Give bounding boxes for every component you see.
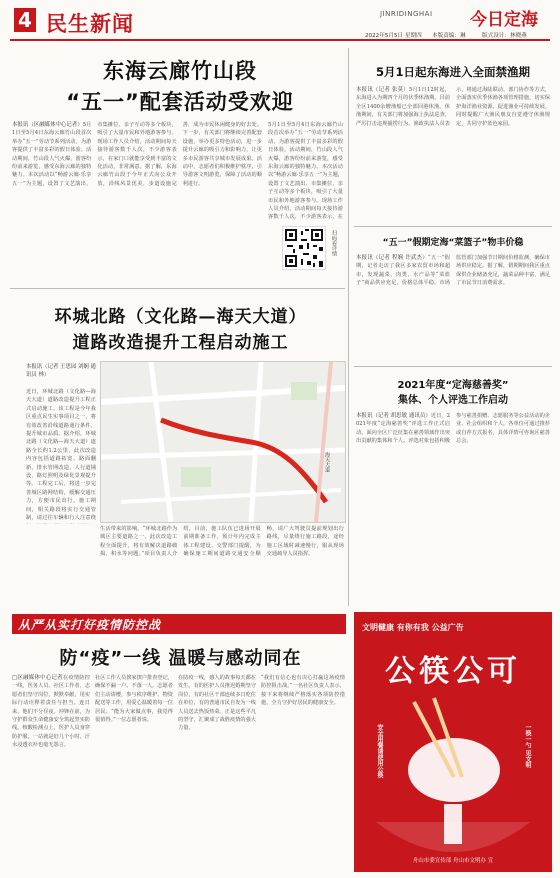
date-line: 2022年5月5日 星期四 xyxy=(365,33,422,39)
qr-code[interactable] xyxy=(282,226,326,270)
story1-divider xyxy=(10,288,345,289)
brand-logo: 今日定海 xyxy=(470,10,538,30)
map-label-haitian: 海天大道 xyxy=(324,452,330,472)
story5-title-line1: 2021年度“定海慈善奖” xyxy=(397,380,509,391)
story3-text: 5月1日12时起，东海进入为期四个月的伏季休渔期。目前全区1400余艘渔船已全部回港休渔。休渔期间，有关部门将加强海上执法巡查，严厉打击违规捕捞行为。渔政执法人员表示，将通过海陆联动、部门协作等方式，全面落实伏季休渔各项管理措施，切实保护海洋渔业资源，促进渔业可持续发展。同时提醒广大渔民朋友自觉遵守休渔规定，共同守护蓝色家园。 xyxy=(356,87,550,127)
ad-slogan-left: 安全用餐请使用公筷 xyxy=(376,724,383,778)
story6-col1 xyxy=(12,674,90,872)
story5-text: 近日，2021年度“定海慈善奖”评选工作正式启动，面向全区广泛征集在慈善领域作出突出贡献的集体和个人。评选对象包括积极参与慈善捐赠、志愿服务等公益活动的企业、社会组织和个人。各单位可通过推荐或自荐方式报名，具体详情可咨询区慈善总会。 xyxy=(356,413,550,445)
story5-body xyxy=(356,412,550,606)
story1-title-line1: 东海云廊竹山段 xyxy=(103,59,257,83)
story3-byline: 本报讯（记者 张莫） xyxy=(356,87,409,93)
story4-title: “五一”假期定海“菜篮子”物丰价稳 xyxy=(382,238,524,248)
section-title: 民生新闻 xyxy=(46,12,134,36)
page-number: 4 xyxy=(18,8,32,32)
story5-byline: 本报讯（记者 胡思敏 通讯员） xyxy=(356,413,431,419)
qr-caption: 扫码看详情 xyxy=(331,230,337,256)
story1-byline: 本报讯（区融媒体中心记者） xyxy=(12,122,83,128)
road-map-graphic xyxy=(101,362,345,522)
story3-body xyxy=(356,86,550,221)
ad-footer: 舟山市委宣传部 舟山市文明办 宣 xyxy=(412,858,494,864)
story1-text-cont: 5月1日至5月4日东海云廊竹山段首次举办“五一”劳动节系列活动，为游客提供了丰富多彩的假日体验。活动期间，竹山段人气火爆，游客纷纷前来游览，感受东海云廊的独特魅力。本次活动以“畅游云廊·乐享五一”为主题，设置了文艺演出、市集摊位、亲子互动等多个板块，吸引了大量市民和外地游客参与。现场工作人员介绍，活动期间每天接待游客数千人次，不少游客表示，在 xyxy=(268,122,343,221)
story6-text-c2: 社区工作人员挨家挨户排查登记，确保不漏一户、不落一人。志愿者们主动请缨，参与秩序维护、物资配送等工作，用爱心温暖着每一位居民。“能为大家做点事，我觉得很值得。”一位志愿者说。 xyxy=(95,675,173,724)
story2-text-right: 生活带来的影响。“环城北路作为城区主要道路之一，此次改造工程全面提升，将有效解决道路破损、积水等问题。”项目负责人介绍，目前，施工队伍已进场开展前期准备工作，预计年内完成主体工程建设。交警部门提醒，为确保施工期间道路交通安全顺畅，请广大驾驶员提前规划出行路线，尽量绕行施工路段，途经施工区域时减速慢行，服从现场交通疏导人员指挥。 xyxy=(100,526,344,558)
story6-col3 xyxy=(178,674,256,872)
page-header xyxy=(0,0,560,42)
story2-title-line1: 环城北路（文化路—海天大道） xyxy=(54,307,307,327)
section-banner xyxy=(12,614,346,634)
right-column-divider xyxy=(348,48,349,606)
story6-text-c4: “我们有信心也有决心打赢这场疫情防控阻击战。”一名社区负责人表示，接下来将继续严格落实各项防控措施，全力守护好居民的健康安全。 xyxy=(261,675,345,707)
story3-title: 5月1日起东海进入全面禁渔期 xyxy=(375,65,530,79)
ad-slogan-right: 一筷一勺 见文明 xyxy=(524,724,531,769)
brand-pinyin: JINRIDINGHAI xyxy=(380,10,433,18)
qr-code-icon xyxy=(283,227,325,269)
story6-text-c1: 在疫情防控一线，医务人员、社区工作者、志愿者们坚守岗位，默默奉献，用实际行动诠释着责任与担当。连日来，他们不分昼夜，冲锋在前，为守护群众生命健康安全筑起坚实防线。核酸检测点上，医护人员身穿防护服，一站就是好几个小时，汗水浸透衣衫也毫无怨言。 xyxy=(12,675,90,749)
story6-byline: □区融媒体中心记者 xyxy=(12,675,63,681)
story1-text: 5月1日至5月4日东海云廊竹山段首次举办“五一”劳动节系列活动，为游客提供了丰富多彩的假日体验。活动期间，竹山段人气火爆，游客纷纷前来游览，感受东海云廊的独特魅力。本次活动以“畅游云廊·乐享五一”为主题，设置了文艺演出、市集摊位、亲子互动等多个板块，吸引了大量市民和外地游客参与。现场工作人员介绍，活动期间每天接待游客数千人次，不少游客表示，在家门口就能享受到丰富的文化活动，非常满意。据了解，东海云廊竹山段于今年正式向公众开放，沿线风景优美，步道设施完善，成为市民休闲健身的好去处。下一步，有关部门将继续完善配套设施，举办更多特色活动，进一步提升云廊的吸引力和影响力，让更多市民游客共享城市发展成果。活动中，志愿者们积极维护秩序，引导游客文明游览，保障了活动的顺利进行。 xyxy=(12,122,262,187)
story1-body-cont xyxy=(268,121,343,221)
story6-title: 防“疫”一线 温暖与感动同在 xyxy=(59,648,302,669)
story2-title-line2: 道路改造提升工程启动施工 xyxy=(72,333,289,353)
story4-text: “五一”假期，记者走访了我区多家农贸市场和超市，发现蔬菜、肉类、水产品等“菜篮子”商品供应充足，价格总体平稳。市场监管部门加强节日期间价格监测，确保市场供应稳定。据了解，假期期间我区重点保供企业储备充足，蔬菜品种丰富，满足了市民节日消费需求。 xyxy=(356,255,550,287)
story2-text-left: 近日，环城北路（文化路—海天大道）道路改造提升工程正式启动施工。该工程是今年我区重点民生实事项目之一，将有效改善沿线道路通行条件，提升城市品质。据介绍，环城北路（文化路—海天大道）道路全长约1.2公里，此次改造内容包括道路拓宽、路面翻新、排水管网改造、人行道铺设、路灯照明及绿化景观提升等。工程完工后，将进一步完善城区路网结构，缓解交通压力，方便市民出行。施工期间，相关路段将实行交通管制，请过往车辆和行人注意绕 xyxy=(26,389,96,522)
story5-title-line2: 集体、个人评选工作启动 xyxy=(398,395,508,406)
road-map xyxy=(100,361,346,523)
ad-title: 公筷公可 xyxy=(385,654,521,689)
story4-byline: 本报讯（记者 程娴 许武杰） xyxy=(356,255,429,261)
story1-title-line2: “五一”配套活动受欢迎 xyxy=(66,90,294,114)
header-rule xyxy=(10,39,550,41)
public-service-ad xyxy=(354,612,552,872)
story2-byline-text: 本报讯（记者 王思园 刘娴 通讯员 林） xyxy=(26,364,96,379)
story6-text-c3: 在防疫一线，感人的故事每天都在发生。有的医护人员推迟婚期坚守岗位，有的社区干部连续多日吃住在单位，有的普通市民自发为一线人员送去热饭热菜。正是这些平凡的坚守，汇聚成了战胜疫情的强大力量。 xyxy=(178,675,256,732)
story1-body xyxy=(12,121,262,291)
story4-divider xyxy=(354,366,552,367)
story2-byline xyxy=(26,363,96,387)
ad-tagline: 文明健康 有你有我 公益广告 xyxy=(362,623,464,632)
story4-body xyxy=(356,254,550,362)
banner-text: 从严从实打好疫情防控战 xyxy=(18,618,162,632)
story2-body-left xyxy=(26,388,96,524)
story6-col4 xyxy=(261,674,345,872)
story6-col2 xyxy=(95,674,173,872)
designer-line: 版式设计：林晓燕 xyxy=(482,33,527,39)
story3-divider xyxy=(354,226,552,227)
editor-line: 本版责编：琳 xyxy=(432,33,466,39)
